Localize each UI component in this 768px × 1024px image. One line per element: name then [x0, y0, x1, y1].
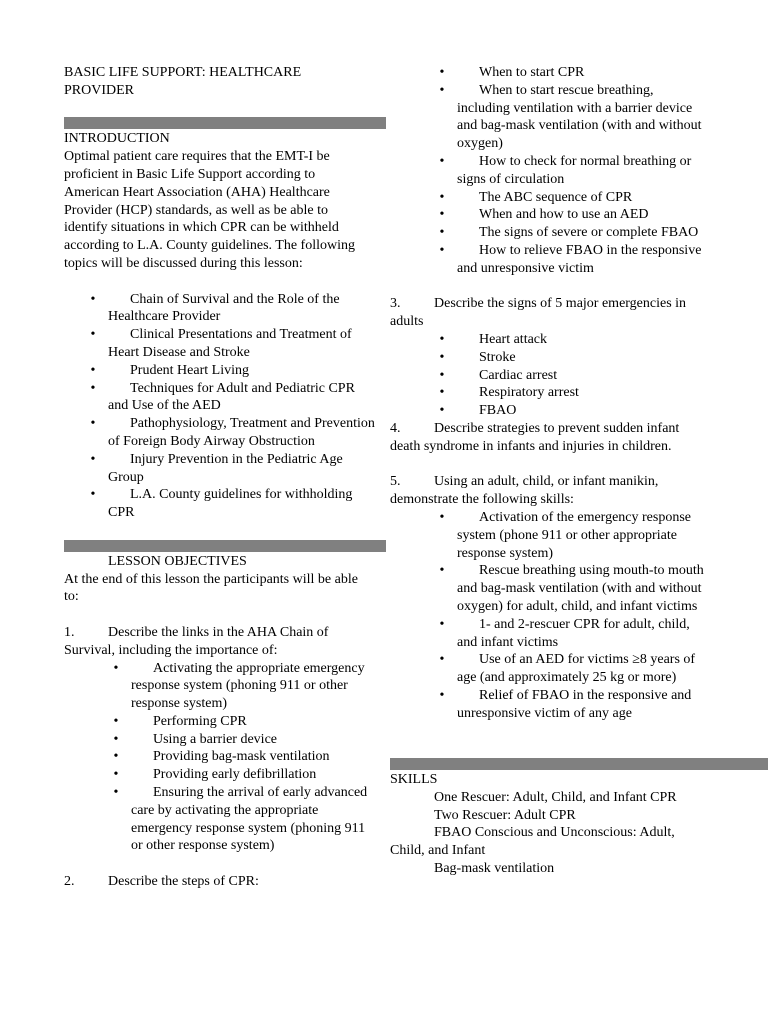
- bullet-icon: •: [90, 380, 96, 396]
- section-divider: [64, 117, 386, 129]
- bullet-icon: •: [439, 563, 445, 579]
- bullet-icon: •: [113, 660, 119, 676]
- objectives-intro: At the end of this lesson the participants will be able to:: [64, 571, 358, 605]
- objective-4: 4. Describe strategies to prevent sudden infant death syndrome in infants and injuries in children.: [390, 420, 680, 454]
- section-divider: [390, 758, 768, 770]
- list-item: • Ensuring the arrival of early advanced care by activating the appropriate emergency response system (phoning 911 or other response system): [131, 784, 376, 855]
- bullet-icon: •: [439, 349, 445, 365]
- list-item: • Heart attack: [457, 331, 702, 349]
- bullet-icon: •: [113, 731, 119, 747]
- list-item: • Use of an AED for victims ≥8 years of age (and approximately 25 kg or more): [457, 651, 707, 687]
- list-item: • Activation of the emergency response system (phone 911 or other appropriate response system): [457, 509, 707, 562]
- bullet-icon: •: [439, 403, 445, 419]
- list-item: • Relief of FBAO in the responsive and unresponsive victim of any age: [457, 687, 707, 723]
- objective-3: 3. Describe the signs of 5 major emergencies in adults: [390, 296, 687, 330]
- list-item: • The ABC sequence of CPR: [457, 189, 702, 207]
- bullet-icon: •: [439, 225, 445, 241]
- list-item: • Stroke: [457, 349, 702, 367]
- list-item: • Activating the appropriate emergency response system (phoning 911 or other response system): [131, 660, 376, 713]
- skills-item: Bag-mask ventilation: [434, 861, 555, 877]
- list-item: • How to relieve FBAO in the responsive and unresponsive victim: [457, 242, 702, 278]
- objective-3-list: [439, 331, 702, 420]
- bullet-icon: •: [439, 189, 445, 205]
- bullet-icon: •: [90, 291, 96, 307]
- bullet-icon: •: [439, 509, 445, 525]
- bullet-icon: •: [90, 362, 96, 378]
- skills-item: Two Rescuer: Adult CPR: [434, 807, 576, 823]
- list-item: • L.A. County guidelines for withholding CPR: [108, 486, 378, 522]
- skills-item: One Rescuer: Adult, Child, and Infant CPR: [434, 789, 677, 805]
- list-item: • Performing CPR: [131, 713, 376, 731]
- list-item: • How to check for normal breathing or signs of circulation: [457, 153, 702, 189]
- list-item: • Injury Prevention in the Pediatric Age Group: [108, 451, 378, 487]
- bullet-icon: •: [90, 327, 96, 343]
- bullet-icon: •: [439, 331, 445, 347]
- bullet-icon: •: [439, 242, 445, 258]
- list-item: • Techniques for Adult and Pediatric CPR and Use of the AED: [108, 380, 378, 416]
- bullet-icon: •: [90, 416, 96, 432]
- bullet-icon: •: [439, 652, 445, 668]
- list-item: • Rescue breathing using mouth-to mouth and bag-mask ventilation (with and without oxygen) for adult, child, and infant victims: [457, 562, 707, 615]
- list-item: • Clinical Presentations and Treatment of Heart Disease and Stroke: [108, 326, 378, 362]
- right-column: [390, 64, 712, 878]
- bullet-icon: •: [113, 749, 119, 765]
- list-item: • FBAO: [457, 402, 702, 420]
- list-item: • When and how to use an AED: [457, 206, 702, 224]
- bullet-icon: •: [113, 767, 119, 783]
- list-item: • Chain of Survival and the Role of the Healthcare Provider: [108, 291, 378, 327]
- objective-1-list: [113, 660, 376, 856]
- bullet-icon: •: [439, 207, 445, 223]
- objective-5: 5. Using an adult, child, or infant manikin, demonstrate the following skills:: [390, 474, 659, 508]
- bullet-icon: •: [113, 785, 119, 801]
- list-item: • When to start CPR: [457, 64, 702, 82]
- intro-heading: INTRODUCTION: [64, 131, 170, 147]
- list-item: • Cardiac arrest: [457, 367, 702, 385]
- bullet-icon: •: [90, 451, 96, 467]
- bullet-icon: •: [439, 65, 445, 80]
- list-item: • When to start rescue breathing, including ventilation with a barrier device and bag-mask ventilation (with and without oxygen): [457, 82, 702, 153]
- skills-heading: SKILLS: [390, 772, 438, 788]
- bullet-icon: •: [439, 82, 445, 98]
- list-item: • Respiratory arrest: [457, 384, 702, 402]
- objective-2: 2. Describe the steps of CPR:: [64, 874, 259, 890]
- bullet-icon: •: [90, 487, 96, 503]
- left-column: [64, 64, 386, 891]
- list-item: • Using a barrier device: [131, 731, 376, 749]
- list-item: • Prudent Heart Living: [108, 362, 378, 380]
- section-divider: [64, 540, 386, 552]
- list-item: • 1- and 2-rescuer CPR for adult, child, and infant victims: [457, 616, 707, 652]
- bullet-icon: •: [439, 385, 445, 401]
- skills-item: FBAO Conscious and Unconscious: Adult, Child, and Infant: [390, 825, 675, 859]
- list-item: • Providing bag-mask ventilation: [131, 748, 376, 766]
- document-title: BASIC LIFE SUPPORT: HEALTHCARE PROVIDER: [64, 65, 302, 98]
- bullet-icon: •: [439, 153, 445, 169]
- list-item: • Pathophysiology, Treatment and Prevention of Foreign Body Airway Obstruction: [108, 415, 378, 451]
- bullet-icon: •: [439, 616, 445, 632]
- bullet-icon: •: [439, 687, 445, 703]
- bullet-icon: •: [113, 713, 119, 729]
- objectives-heading: LESSON OBJECTIVES: [108, 553, 247, 569]
- intro-text: Optimal patient care requires that the EMT-I be proficient in Basic Life Support according to American Heart Association (AHA) Healthcare Provider (HCP) standards, as well as be able to identify situations in which CPR can be withheld according to L.A. County guidelines. The following topics will be discussed during this lesson:: [64, 149, 355, 271]
- list-item: • Providing early defibrillation: [131, 766, 376, 784]
- list-item: • The signs of severe or complete FBAO: [457, 224, 702, 242]
- objective-5-list: [439, 509, 707, 723]
- bullet-icon: •: [439, 367, 445, 383]
- objective-2-list: [439, 64, 702, 278]
- topic-list: [90, 291, 378, 522]
- objective-1: 1. Describe the links in the AHA Chain of Survival, including the importance of:: [64, 624, 329, 658]
